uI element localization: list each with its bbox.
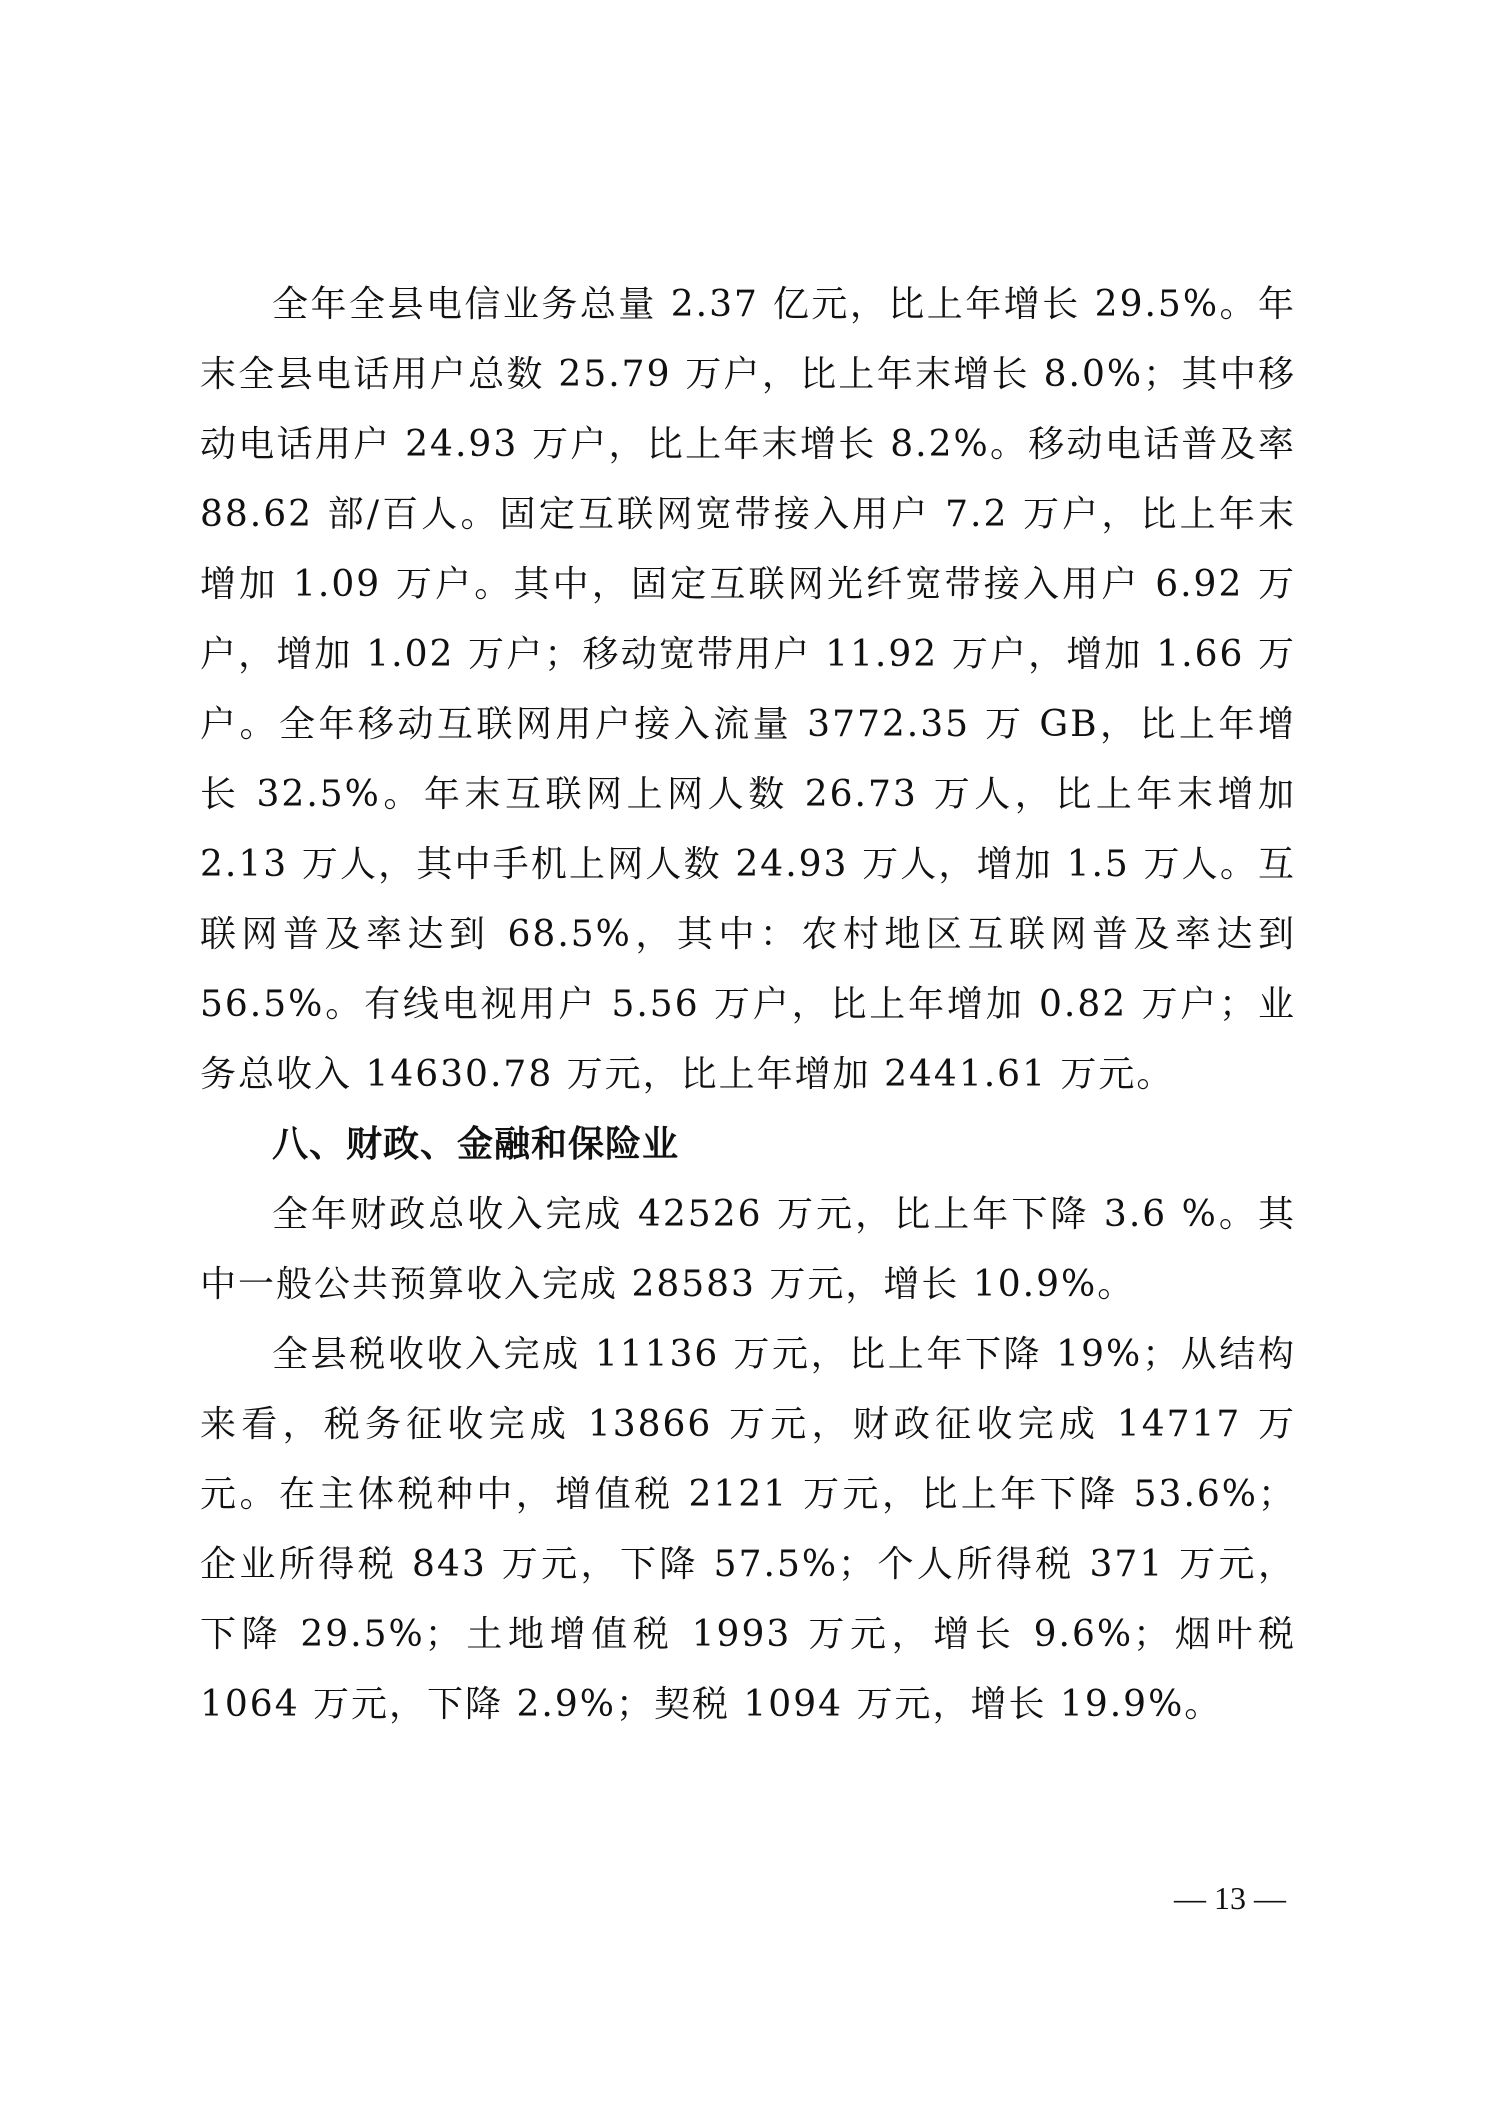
page-content <box>200 270 1296 1740</box>
tax-revenue-paragraph: 全县税收收入完成 11136 万元，比上年下降 19%；从结构来看，税务征收完成 13866 万元，财政征收完成 14717 万元。在主体税种中，增值税 2121 万元，比上年下降 53.6%；企业所得税 843 万元，下降 57.5%；个人所得税 371 万元，下降 29.5%；土地增值税 1993 万元，增长 9.6%；烟叶税 1064 万元，下降 2.9%；契税 1094 万元，增长 19.9%。 <box>200 1334 1296 1725</box>
section-heading: 八、财政、金融和保险业 <box>272 1124 680 1165</box>
telecom-paragraph: 全年全县电信业务总量 2.37 亿元，比上年增长 29.5%。年末全县电话用户总数 25.79 万户，比上年末增长 8.0%；其中移动电话用户 24.93 万户，比上年末增长 8.2%。移动电话普及率 88.62 部/百人。固定互联网宽带接入用户 7.2 万户，比上年末增加 1.09 万户。其中，固定互联网光纤宽带接入用户 6.92 万户，增加 1.02 万户；移动宽带用户 11.92 万户，增加 1.66 万户。全年移动互联网用户接入流量 3772.35 万 GB，比上年增长 32.5%。年末互联网上网人数 26.73 万人，比上年末增加 2.13 万人，其中手机上网人数 24.93 万人，增加 1.5 万人。互联网普及率达到 68.5%，其中：农村地区互联网普及率达到 56.5%。有线电视用户 5.56 万户，比上年增加 0.82 万户；业务总收入 14630.78 万元，比上年增加 2441.61 万元。 <box>200 284 1296 1095</box>
page-number: — 13 — <box>1174 1880 1286 1916</box>
fiscal-revenue-paragraph: 全年财政总收入完成 42526 万元，比上年下降 3.6 %。其中一般公共预算收入完成 28583 万元，增长 10.9%。 <box>200 1194 1296 1305</box>
